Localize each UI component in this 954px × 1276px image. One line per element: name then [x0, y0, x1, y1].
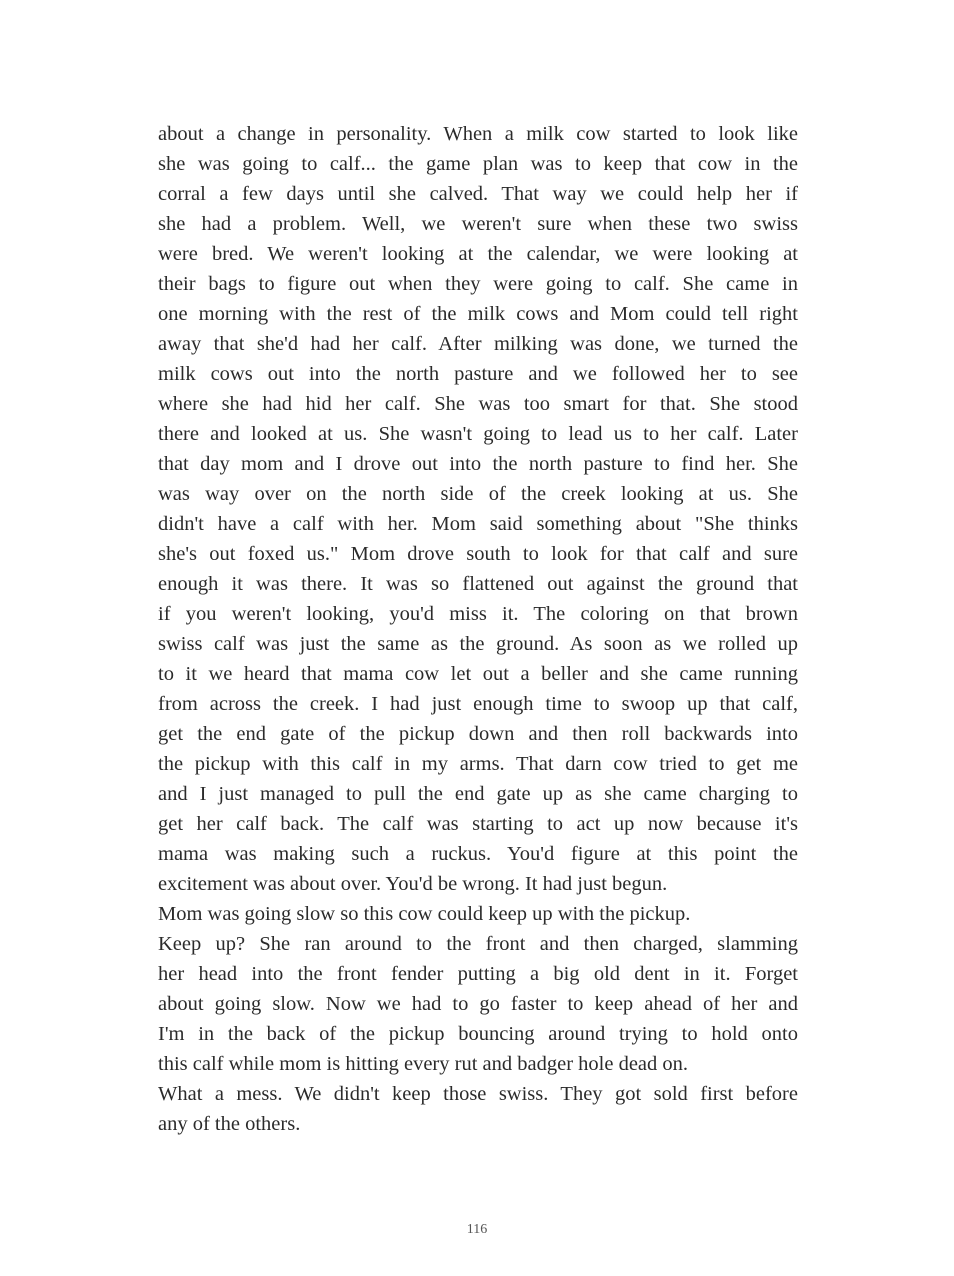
- text-line: where she had hid her calf. She was too smart for that. She stood: [158, 393, 798, 415]
- text-line: about a change in personality. When a milk cow started to look like: [158, 123, 798, 145]
- text-line: to it we heard that mama cow let out a beller and she came running: [158, 663, 798, 685]
- text-line: away that she'd had her calf. After milking was done, we turned the: [158, 333, 798, 355]
- text-line: this calf while mom is hitting every rut and badger hole dead on.: [158, 1053, 689, 1075]
- text-line: if you weren't looking, you'd miss it. The coloring on that brown: [158, 603, 798, 625]
- text-line: Mom was going slow so this cow could keep up with the pickup.: [158, 903, 691, 925]
- text-line: her head into the front fender putting a big old dent in it. Forget: [158, 963, 798, 985]
- text-line: I'm in the back of the pickup bouncing around trying to hold onto: [158, 1023, 798, 1045]
- text-line: their bags to figure out when they were going to calf. She came in: [158, 273, 798, 295]
- text-line: corral a few days until she calved. That way we could help her if: [158, 183, 798, 205]
- text-line: didn't have a calf with her. Mom said something about "She thinks: [158, 513, 798, 535]
- text-line: the pickup with this calf in my arms. That darn cow tried to get me: [158, 753, 798, 775]
- text-line: excitement was about over. You'd be wrong. It had just begun.: [158, 873, 668, 895]
- text-line: she had a problem. Well, we weren't sure when these two swiss: [158, 213, 798, 235]
- text-line: mama was making such a ruckus. You'd figure at this point the: [158, 843, 798, 865]
- text-line: about going slow. Now we had to go faster to keep ahead of her and: [158, 993, 798, 1015]
- text-line: milk cows out into the north pasture and we followed her to see: [158, 363, 798, 385]
- text-line: enough it was there. It was so flattened out against the ground that: [158, 573, 798, 595]
- text-line: swiss calf was just the same as the ground. As soon as we rolled up: [158, 633, 798, 655]
- text-line: that day mom and I drove out into the north pasture to find her. She: [158, 453, 798, 475]
- text-line: any of the others.: [158, 1113, 301, 1135]
- page-number: 116: [466, 1222, 488, 1237]
- text-line: Keep up? She ran around to the front and then charged, slamming: [158, 933, 798, 955]
- text-line: there and looked at us. She wasn't going to lead us to her calf. Later: [158, 423, 798, 445]
- text-line: from across the creek. I had just enough time to swoop up that calf,: [158, 693, 798, 715]
- text-line: she was going to calf... the game plan was to keep that cow in the: [158, 153, 798, 175]
- body-text: [158, 119, 798, 1139]
- text-line: What a mess. We didn't keep those swiss. They got sold first before: [158, 1083, 798, 1105]
- text-line: she's out foxed us." Mom drove south to look for that calf and sure: [158, 543, 798, 565]
- text-line: get her calf back. The calf was starting to act up now because it's: [158, 813, 798, 835]
- text-line: was way over on the north side of the creek looking at us. She: [158, 483, 798, 505]
- text-line: and I just managed to pull the end gate up as she came charging to: [158, 783, 798, 805]
- text-line: one morning with the rest of the milk cows and Mom could tell right: [158, 303, 798, 325]
- text-line: get the end gate of the pickup down and then roll backwards into: [158, 723, 798, 745]
- text-line: were bred. We weren't looking at the calendar, we were looking at: [158, 243, 798, 265]
